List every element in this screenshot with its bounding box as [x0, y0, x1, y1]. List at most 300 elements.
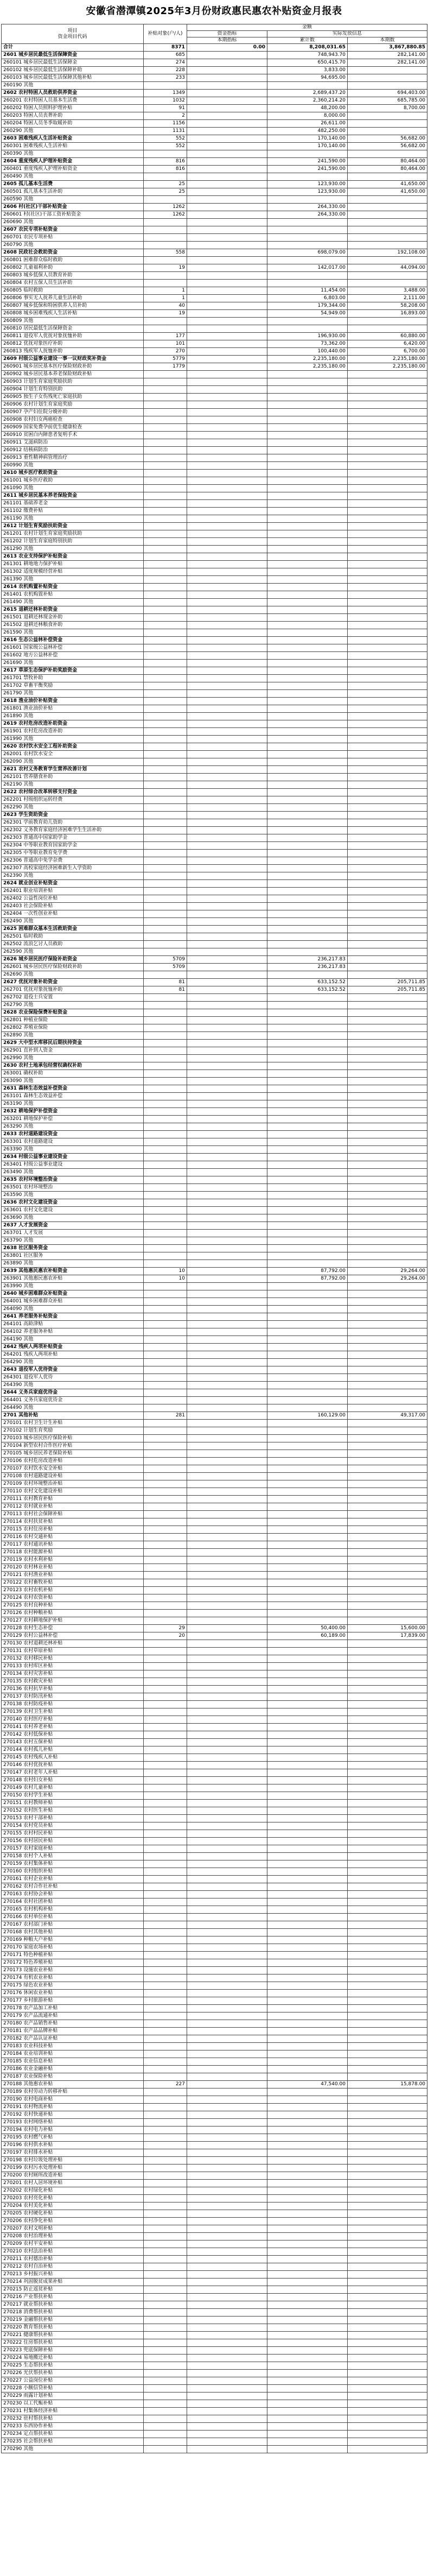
- row-cumulative: [267, 432, 348, 439]
- row-month: 2,111.00: [348, 295, 427, 302]
- row-cumulative: [267, 226, 348, 234]
- row-households: [144, 591, 187, 599]
- row-cumulative: 87,792.00: [267, 1275, 348, 1283]
- row-cumulative: [267, 409, 348, 416]
- row-cumulative: [267, 637, 348, 644]
- table-row: [2, 363, 427, 371]
- table-row: [2, 872, 427, 880]
- row-name: 270133 农村库区补贴: [2, 1663, 144, 1670]
- row-cumulative: [267, 2202, 348, 2210]
- row-plan: [187, 2081, 267, 2088]
- table-row: [2, 2446, 427, 2453]
- row-month: [348, 1739, 427, 1746]
- table-row: [2, 1161, 427, 1169]
- table-row: [2, 758, 427, 766]
- row-plan: [187, 1868, 267, 1876]
- row-plan: [187, 1002, 267, 1009]
- row-name: 261890 其他: [2, 713, 144, 720]
- table-row: [2, 188, 427, 196]
- table-row: [2, 1883, 427, 1891]
- row-cumulative: [267, 971, 348, 979]
- row-cumulative: [267, 1769, 348, 1777]
- table-row: [2, 720, 427, 728]
- row-name: 2626 城乡居民医疗保险补助资金: [2, 956, 144, 964]
- table-row: [2, 1389, 427, 1397]
- row-plan: [187, 1990, 267, 1997]
- table-row: [2, 1237, 427, 1245]
- row-month: [348, 561, 427, 568]
- row-cumulative: [267, 2233, 348, 2240]
- row-households: 10: [144, 1268, 187, 1275]
- row-name: 260690 其他: [2, 219, 144, 226]
- row-plan: [187, 1815, 267, 1822]
- table-row: [2, 1701, 427, 1708]
- row-month: [348, 82, 427, 90]
- row-cumulative: [267, 2370, 348, 2377]
- row-plan: [187, 637, 267, 644]
- row-plan: [187, 561, 267, 568]
- row-cumulative: [267, 842, 348, 850]
- row-cumulative: [267, 1138, 348, 1146]
- total-month: 3,867,880.85: [348, 44, 427, 52]
- row-households: [144, 1982, 187, 1990]
- row-month: 29,264.00: [348, 1275, 427, 1283]
- table-row: [2, 2355, 427, 2362]
- row-plan: [187, 1572, 267, 1579]
- row-cumulative: [267, 1397, 348, 1404]
- row-cumulative: [267, 1108, 348, 1116]
- row-month: [348, 2111, 427, 2119]
- table-row: [2, 1610, 427, 1617]
- row-plan: [187, 1268, 267, 1275]
- row-name: 260102 城乡居民最低生活保障补助: [2, 67, 144, 74]
- row-households: [144, 1131, 187, 1138]
- row-households: [144, 1306, 187, 1313]
- row-cumulative: [267, 1085, 348, 1093]
- row-name: 270216 产业帮扶补贴: [2, 2294, 144, 2301]
- row-cumulative: [267, 371, 348, 378]
- table-row: [2, 1116, 427, 1123]
- row-plan: [187, 2073, 267, 2081]
- row-plan: [187, 1336, 267, 1344]
- row-plan: [187, 2423, 267, 2431]
- row-households: [144, 872, 187, 880]
- table-row: [2, 941, 427, 948]
- row-name: 260811 退役军人优抚对象抚恤补助: [2, 333, 144, 340]
- row-name: 262501 临时救助: [2, 933, 144, 941]
- table-row: [2, 447, 427, 454]
- row-month: [348, 120, 427, 128]
- row-households: [144, 637, 187, 644]
- table-row: [2, 789, 427, 796]
- row-cumulative: [267, 812, 348, 819]
- row-households: [144, 485, 187, 492]
- row-month: [348, 500, 427, 508]
- row-households: [144, 1321, 187, 1328]
- table-row: [2, 1108, 427, 1116]
- row-name: 261990 其他: [2, 736, 144, 743]
- row-month: [348, 1610, 427, 1617]
- row-cumulative: [267, 1100, 348, 1108]
- row-name: 270124 农村农资补贴: [2, 1594, 144, 1602]
- row-name: 260103 城乡居民最低生活保障其他补贴: [2, 74, 144, 82]
- row-name: 270171 特色种植补贴: [2, 1952, 144, 1959]
- row-cumulative: [267, 2324, 348, 2332]
- row-month: [348, 994, 427, 1002]
- row-month: [348, 2119, 427, 2126]
- row-plan: [187, 143, 267, 150]
- row-month: [348, 2408, 427, 2415]
- row-month: [348, 523, 427, 530]
- row-plan: [187, 1070, 267, 1078]
- row-name: 2606 村(社区)干部补贴资金: [2, 204, 144, 211]
- row-month: [348, 454, 427, 462]
- row-cumulative: [267, 591, 348, 599]
- row-plan: [187, 1473, 267, 1480]
- row-month: [348, 2438, 427, 2446]
- row-plan: [187, 59, 267, 67]
- row-name: 2638 社区服务资金: [2, 1245, 144, 1252]
- row-month: [348, 211, 427, 219]
- row-plan: [187, 257, 267, 264]
- row-plan: [187, 52, 267, 59]
- row-name: 2613 农业支持保护补贴资金: [2, 553, 144, 561]
- row-households: 5709: [144, 956, 187, 964]
- row-plan: [187, 2096, 267, 2104]
- row-households: [144, 523, 187, 530]
- row-cumulative: [267, 1366, 348, 1374]
- table-row: [2, 1230, 427, 1237]
- row-name: 270213 乡村振兴补贴: [2, 2271, 144, 2278]
- table-row: [2, 1275, 427, 1283]
- table-row: [2, 956, 427, 964]
- row-plan: [187, 477, 267, 485]
- row-cumulative: [267, 2218, 348, 2225]
- row-name: 2601 城乡居民最低生活保障资金: [2, 52, 144, 59]
- row-month: [348, 2096, 427, 2104]
- table-row: [2, 2081, 427, 2088]
- row-month: [348, 234, 427, 242]
- row-cumulative: 54,949.00: [267, 310, 348, 318]
- row-cumulative: [267, 500, 348, 508]
- table-row: [2, 1359, 427, 1366]
- row-cumulative: [267, 2256, 348, 2263]
- row-cumulative: [267, 1260, 348, 1268]
- row-month: [348, 1374, 427, 1382]
- row-households: 552: [144, 135, 187, 143]
- row-cumulative: [267, 1914, 348, 1921]
- row-month: 80,464.00: [348, 166, 427, 173]
- table-row: [2, 249, 427, 257]
- row-cumulative: [267, 1450, 348, 1458]
- row-cumulative: [267, 728, 348, 736]
- row-month: [348, 2400, 427, 2408]
- table-row: [2, 667, 427, 675]
- row-name: 264290 其他: [2, 1359, 144, 1366]
- table-row: [2, 568, 427, 576]
- row-households: [144, 1769, 187, 1777]
- row-plan: [187, 135, 267, 143]
- table-row: [2, 1321, 427, 1328]
- row-month: [348, 1997, 427, 2005]
- row-households: [144, 2043, 187, 2050]
- row-name: 270145 农村残疾人补贴: [2, 1754, 144, 1762]
- table-row: [2, 2309, 427, 2316]
- row-name: 270235 社会帮扶补贴: [2, 2438, 144, 2446]
- row-plan: [187, 432, 267, 439]
- table-row: [2, 948, 427, 956]
- row-name: 260907 孕产妇住院分娩补助: [2, 409, 144, 416]
- row-plan: [187, 1602, 267, 1610]
- row-plan: [187, 1458, 267, 1465]
- table-row: [2, 2415, 427, 2423]
- row-cumulative: 236,217.83: [267, 956, 348, 964]
- row-households: [144, 584, 187, 591]
- row-cumulative: [267, 1374, 348, 1382]
- row-cumulative: [267, 834, 348, 842]
- row-cumulative: 100,440.00: [267, 348, 348, 356]
- row-month: [348, 204, 427, 211]
- row-households: [144, 1344, 187, 1351]
- row-households: [144, 1496, 187, 1503]
- row-plan: [187, 1959, 267, 1967]
- row-name: 260490 其他: [2, 173, 144, 181]
- table-row: [2, 1800, 427, 1807]
- row-cumulative: [267, 2104, 348, 2111]
- row-name: 270169 种粮大户补贴: [2, 1936, 144, 1944]
- row-name: 270164 农村社团补贴: [2, 1898, 144, 1906]
- row-month: [348, 774, 427, 781]
- table-row: [2, 530, 427, 538]
- row-plan: [187, 1093, 267, 1100]
- row-month: [348, 1306, 427, 1313]
- row-households: 25: [144, 181, 187, 188]
- row-cumulative: [267, 1594, 348, 1602]
- row-cumulative: [267, 1617, 348, 1625]
- row-month: [348, 2104, 427, 2111]
- table-row: [2, 2347, 427, 2355]
- row-name: 262901 直补到人资金: [2, 1047, 144, 1055]
- row-month: 41,650.00: [348, 181, 427, 188]
- row-cumulative: [267, 584, 348, 591]
- row-name: 270177 乡村旅游补贴: [2, 1997, 144, 2005]
- row-households: [144, 2202, 187, 2210]
- row-households: [144, 2172, 187, 2180]
- table-row: [2, 2180, 427, 2187]
- row-households: [144, 910, 187, 918]
- table-row: [2, 842, 427, 850]
- table-row: [2, 1002, 427, 1009]
- row-plan: [187, 2377, 267, 2385]
- table-row: [2, 2233, 427, 2240]
- row-households: [144, 530, 187, 538]
- table-row: [2, 1123, 427, 1131]
- row-month: [348, 675, 427, 682]
- row-cumulative: [267, 2012, 348, 2020]
- table-row: [2, 1572, 427, 1579]
- row-cumulative: [267, 1541, 348, 1549]
- row-households: [144, 850, 187, 857]
- row-plan: [187, 599, 267, 606]
- row-name: 270144 农村孤儿补贴: [2, 1746, 144, 1754]
- row-month: [348, 660, 427, 667]
- row-month: [348, 698, 427, 705]
- row-cumulative: 48,200.00: [267, 105, 348, 112]
- row-name: 263001 确权补助: [2, 1070, 144, 1078]
- row-name: 270162 农村合作社补贴: [2, 1883, 144, 1891]
- row-households: [144, 1078, 187, 1085]
- row-plan: [187, 1678, 267, 1686]
- row-cumulative: [267, 1906, 348, 1914]
- row-cumulative: [267, 804, 348, 812]
- row-name: 261901 农村危房改造补助: [2, 728, 144, 736]
- row-name: 270207 农村文明补贴: [2, 2225, 144, 2233]
- row-households: [144, 1906, 187, 1914]
- row-cumulative: [267, 2149, 348, 2157]
- row-month: [348, 766, 427, 774]
- table-row: [2, 1845, 427, 1853]
- table-row: [2, 1807, 427, 1815]
- total-cumulative: 8,208,031.65: [267, 44, 348, 52]
- table-row: [2, 2332, 427, 2339]
- row-plan: [187, 1207, 267, 1214]
- row-households: [144, 1914, 187, 1921]
- row-households: [144, 1990, 187, 1997]
- row-month: 60,880.00: [348, 333, 427, 340]
- table-row: [2, 1632, 427, 1640]
- row-name: 270210 农村法治补贴: [2, 2248, 144, 2256]
- row-households: 91: [144, 105, 187, 112]
- row-month: [348, 2316, 427, 2324]
- row-households: [144, 2263, 187, 2271]
- row-plan: [187, 2263, 267, 2271]
- row-households: [144, 1617, 187, 1625]
- row-households: [144, 2324, 187, 2332]
- table-row: [2, 348, 427, 356]
- table-row: [2, 386, 427, 394]
- row-plan: [187, 614, 267, 622]
- row-name: 270158 农村个人补贴: [2, 1853, 144, 1860]
- header-category-label: 资金项目代码: [58, 34, 87, 40]
- row-month: [348, 872, 427, 880]
- row-cumulative: [267, 758, 348, 766]
- table-row: [2, 1944, 427, 1952]
- row-cumulative: [267, 515, 348, 523]
- row-cumulative: [267, 2278, 348, 2286]
- row-name: 2602 农村特困人员救助供养资金: [2, 90, 144, 97]
- row-month: [348, 1594, 427, 1602]
- row-plan: [187, 226, 267, 234]
- row-plan: [187, 1594, 267, 1602]
- row-households: 1262: [144, 211, 187, 219]
- row-plan: [187, 1708, 267, 1716]
- row-cumulative: [267, 242, 348, 249]
- row-households: [144, 272, 187, 280]
- table-row: [2, 204, 427, 211]
- row-plan: [187, 424, 267, 432]
- row-cumulative: [267, 2438, 348, 2446]
- row-households: [144, 2408, 187, 2415]
- table-row: [2, 219, 427, 226]
- row-households: [144, 1154, 187, 1161]
- table-row: [2, 781, 427, 789]
- row-cumulative: [267, 173, 348, 181]
- row-name: 270151 农村教师补贴: [2, 1800, 144, 1807]
- row-cumulative: [267, 2111, 348, 2119]
- row-name: 270140 农村医疗补贴: [2, 1716, 144, 1724]
- row-plan: [187, 409, 267, 416]
- row-plan: [187, 394, 267, 401]
- row-month: [348, 1435, 427, 1442]
- row-name: 2607 农民专项补贴资金: [2, 226, 144, 234]
- row-cumulative: [267, 1473, 348, 1480]
- row-plan: [187, 1397, 267, 1404]
- row-name: 270153 农村干部补贴: [2, 1815, 144, 1822]
- table-row: [2, 257, 427, 264]
- row-month: [348, 447, 427, 454]
- table-row: [2, 173, 427, 181]
- row-households: [144, 1473, 187, 1480]
- table-row: [2, 2073, 427, 2081]
- row-cumulative: [267, 2126, 348, 2134]
- row-plan: [187, 667, 267, 675]
- row-plan: [187, 1906, 267, 1914]
- table-row: [2, 1344, 427, 1351]
- row-plan: [187, 2271, 267, 2278]
- row-month: 282,141.00: [348, 59, 427, 67]
- table-row: [2, 1587, 427, 1594]
- row-name: 270102 计划生育奖励: [2, 1427, 144, 1435]
- row-households: [144, 1860, 187, 1868]
- row-month: [348, 1602, 427, 1610]
- row-cumulative: [267, 1777, 348, 1784]
- header-plan-sub: 本期指标: [187, 37, 267, 44]
- row-plan: [187, 1997, 267, 2005]
- row-plan: [187, 971, 267, 979]
- table-row: [2, 1746, 427, 1754]
- row-plan: [187, 1488, 267, 1496]
- table-row: [2, 766, 427, 774]
- row-plan: [187, 941, 267, 948]
- row-name: 2623 学生资助资金: [2, 812, 144, 819]
- row-name: 263101 森林生态效益补偿: [2, 1093, 144, 1100]
- row-plan: [187, 67, 267, 74]
- row-plan: [187, 204, 267, 211]
- row-households: [144, 2423, 187, 2431]
- row-name: 261201 农村计划生育家庭奖励扶助: [2, 530, 144, 538]
- row-name: 262890 其他: [2, 1032, 144, 1040]
- row-households: [144, 1017, 187, 1024]
- total-plan: 0.00: [187, 44, 267, 52]
- row-households: [144, 1085, 187, 1093]
- table-row: [2, 796, 427, 804]
- row-households: [144, 1876, 187, 1883]
- row-households: [144, 2104, 187, 2111]
- row-cumulative: [267, 424, 348, 432]
- row-name: 270111 农村教育补贴: [2, 1496, 144, 1503]
- table-row: [2, 432, 427, 439]
- row-plan: [187, 234, 267, 242]
- table-row: [2, 1777, 427, 1784]
- row-month: [348, 2066, 427, 2073]
- row-households: [144, 690, 187, 698]
- row-plan: [187, 1382, 267, 1389]
- row-households: [144, 1921, 187, 1929]
- row-month: [348, 2339, 427, 2347]
- row-month: [348, 834, 427, 842]
- row-month: [348, 1389, 427, 1397]
- row-month: [348, 1450, 427, 1458]
